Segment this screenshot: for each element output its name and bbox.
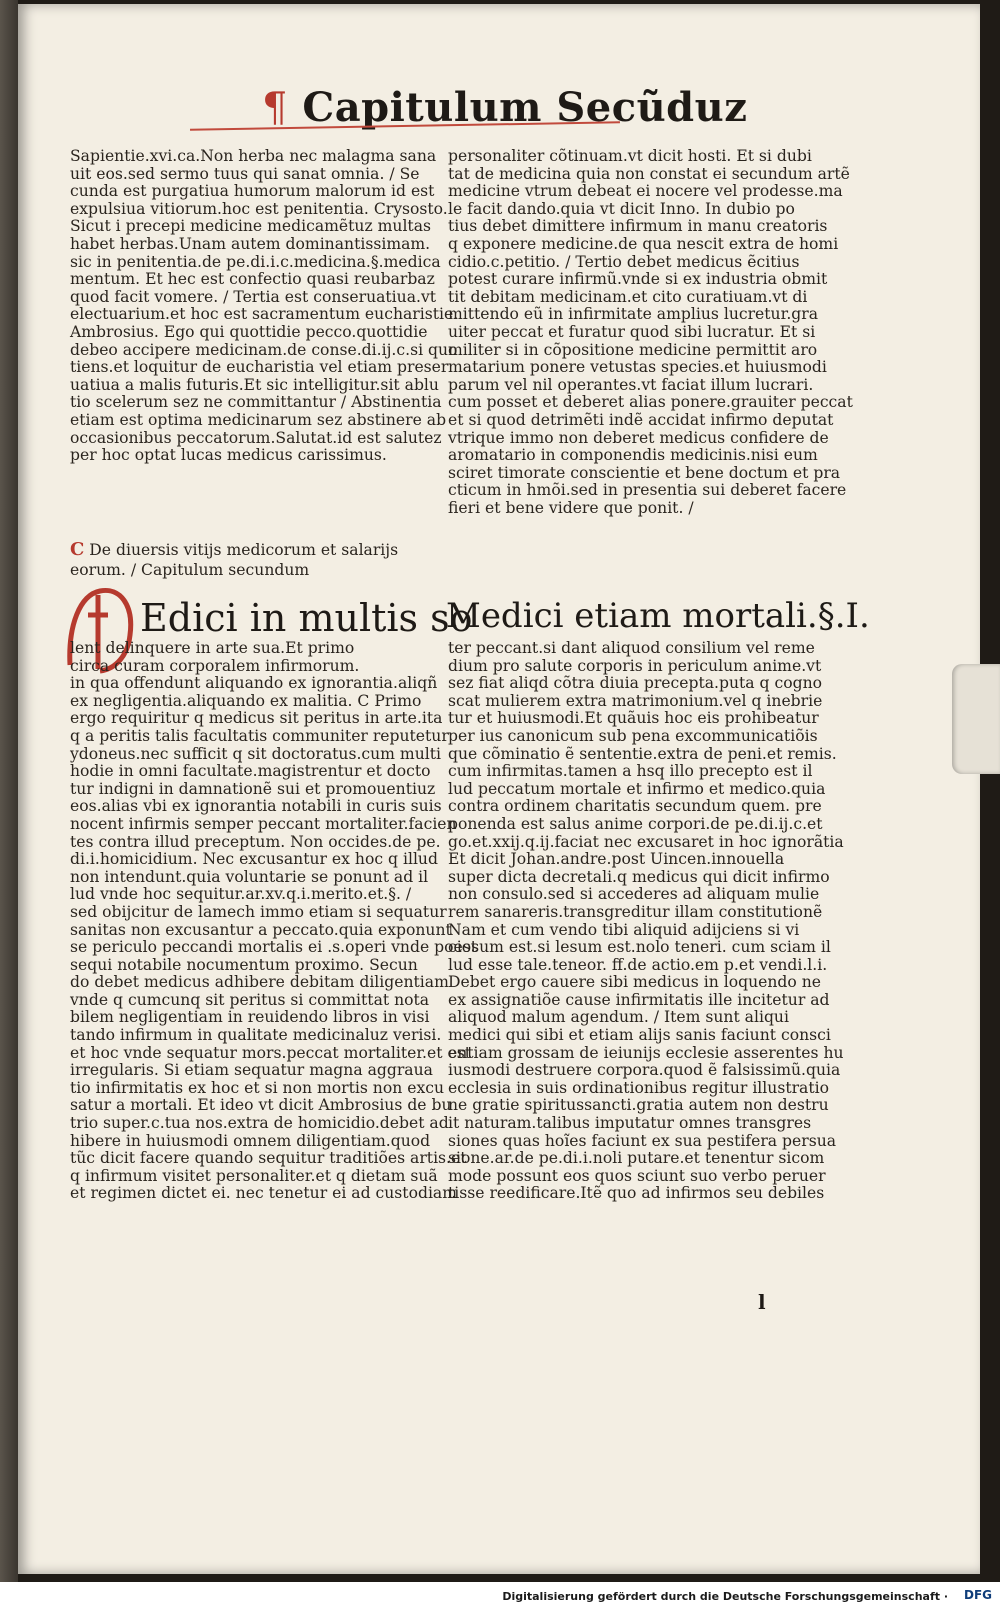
text-line: ne gratie spiritussancti.gratia autem non destru <box>448 1096 829 1115</box>
text-line: lud vnde hoc sequitur.ar.xv.q.i.merito.et.§. / <box>70 885 412 904</box>
text-line: mentum. Et hec est confectio quasi reubarbaz <box>70 270 435 289</box>
text-line: vtrique immo non deberet medicus confidere de <box>448 428 829 447</box>
left-section-title: Edici in multis so <box>140 596 473 640</box>
text-line: fieri et bene videre que ponit. / <box>448 498 694 517</box>
book-gutter <box>0 0 18 1582</box>
text-line: contra ordinem charitatis secundum quem. pre <box>448 797 822 816</box>
text-line: ecclesia in suis ordinationibus regitur illustratio <box>448 1078 829 1097</box>
text-line: militer si in cõpositione medicine permittit aro <box>448 340 818 359</box>
text-line: et si quod detrimẽti indẽ accidat infirmo deputat <box>448 410 834 429</box>
text-line: tur indigni in damnationẽ sui et promouentiuz <box>70 779 436 798</box>
text-line: rem sanareris.transgreditur illam constitutionẽ <box>448 902 823 921</box>
text-line: nocent infirmis semper peccant mortaliter.facien <box>70 814 457 833</box>
text-line: lud esse tale.teneor. ff.de actio.em p.et vendi.l.i. <box>448 955 828 974</box>
text-line: sione.ar.de pe.di.i.noli putare.et tenentur sicom <box>448 1149 825 1168</box>
text-line: medici qui sibi et etiam alijs sanis faciunt consci <box>448 1026 831 1045</box>
left-column-upper <box>70 147 459 465</box>
text-line: Ambrosius. Ego qui quottidie pecco.quottidie <box>70 322 428 341</box>
text-line: bilem negligentiam in reuidendo libros in visi <box>70 1008 430 1027</box>
pilcrow-icon: ¶ <box>262 85 288 131</box>
text-line: dium pro salute corporis in periculum anime.vt <box>448 656 822 675</box>
text-line: siones quas hoĩes faciunt ex sua pestifera persua <box>448 1131 837 1150</box>
text-line: iusmodi destruere corpora.quod ẽ falsissimũ.quia <box>448 1061 841 1080</box>
text-line: quod facit vomere. / Tertia est conseruatiua.vt <box>70 287 437 306</box>
text-line: go.et.xxij.q.ij.faciat nec excusaret in hoc ignorãtia <box>448 832 844 851</box>
text-line: entiam grossam de ieiunijs ecclesie asserentes hu <box>448 1043 844 1062</box>
text-line: Sapientie.xvi.ca.Non herba nec malagma sana <box>70 147 437 165</box>
text-line: tius debet dimittere infirmum in manu creatoris <box>448 217 828 236</box>
text-line: le facit dando.quia vt dicit Inno. In dubio po <box>448 199 795 218</box>
text-line: satur a mortali. Et ideo vt dicit Ambrosius de bu <box>70 1096 452 1115</box>
text-line: tando infirmum in qualitate medicinaluz verisi. <box>70 1026 442 1045</box>
text-line: ex assignatiõe cause infirmitatis ille incitetur ad <box>448 990 830 1009</box>
text-line: cticum in hmõi.sed in presentia sui deberet facere <box>448 481 847 500</box>
text-line: occasionibus peccatorum.Salutat.id est salutez <box>70 428 442 447</box>
text-line: sequi notabile nocumentum proximo. Secun <box>70 955 418 974</box>
text-line: di.i.homicidium. Nec excusantur ex hoc q illud <box>70 850 438 869</box>
text-line: matarium ponere vetustas species.et huiusmodi <box>448 358 827 377</box>
subheading-line-2: eorum. / Capitulum secundum <box>70 561 310 579</box>
text-line: in qua offendunt aliquando ex ignorantia.aliqñ <box>70 674 438 693</box>
text-line: cunda est purgatiua humorum malorum id est <box>70 182 435 201</box>
text-line: tit debitam medicinam.et cito curatiuam.vt di <box>448 287 808 306</box>
text-line: se periculo peccandi mortalis ei .s.operi vnde poest <box>70 938 477 957</box>
text-line: aromatario in componendis medicinis.nisi eum <box>448 446 818 465</box>
text-line: personaliter cõtinuam.vt dicit hosti. Et si dubi <box>448 147 812 165</box>
left-column-lower <box>70 639 477 1203</box>
text-line: parum vel nil operantes.vt faciat illum lucrari. <box>448 375 814 394</box>
text-line: et hoc vnde sequatur mors.peccat mortaliter.et est <box>70 1043 471 1062</box>
text-line: non intendunt.quia voluntarie se ponunt ad il <box>70 867 429 886</box>
text-line: q a peritis talis facultatis communiter reputetur <box>70 726 449 745</box>
text-line: sanitas non excusantur a peccato.quia exponunt <box>70 920 452 939</box>
text-line: Sicut i precepi medicine medicamẽtuz multas <box>70 217 431 236</box>
text-line: uatiua a malis futuris.Et sic intelligitur.sit ablu <box>70 375 439 394</box>
text-line: cidio.c.petitio. / Tertio debet medicus ẽcitius <box>448 252 800 271</box>
text-line: cum infirmitas.tamen a hsq illo precepto est il <box>448 762 813 781</box>
text-line: tur et huiusmodi.Et quãuis hoc eis prohibeatur <box>448 709 819 728</box>
text-line: Nam et cum vendo tibi aliquid adijciens si vi <box>448 920 800 939</box>
text-line: do debet medicus adhibere debitam diligentiam <box>70 973 449 992</box>
text-line: it naturam.talibus imputatur omnes transgres <box>448 1114 812 1133</box>
text-line: potest curare infirmũ.vnde si ex industria obmit <box>448 270 828 289</box>
text-line: per hoc optat lucas medicus carissimus. <box>70 446 387 465</box>
text-line: lud peccatum mortale et infirmo et medico.quia <box>448 779 826 798</box>
signature-mark: l <box>758 1290 766 1314</box>
text-line: habet herbas.Unam autem dominantissimam. <box>70 234 431 253</box>
text-line: vnde q cumcunq sit peritus si committat nota <box>70 990 430 1009</box>
text-line: cum posset et deberet alias ponere.grauiter peccat <box>448 393 853 412</box>
text-line: per ius canonicum sub pena excommunicatiõis <box>448 726 818 745</box>
text-line: uiter peccat et furatur quod sibi lucratur. Et si <box>448 322 816 341</box>
text-line: super dicta decretali.q medicus qui dicit infirmo <box>448 867 830 886</box>
text-line: uit eos.sed sermo tuus qui sanat omnia. / Se <box>70 164 420 183</box>
text-line: q infirmum visitet personaliter.et q dietam suã <box>70 1166 438 1185</box>
right-column-lower <box>448 639 844 1203</box>
text-line: sic in penitentia.de pe.di.i.c.medicina.§.medica <box>70 252 441 271</box>
text-line: ter peccant.si dant aliquod consilium vel reme <box>448 639 815 657</box>
chapter-heading: Capitulum Secũduz <box>302 84 748 131</box>
text-line: tio scelerum sez ne committantur / Abstinentia <box>70 393 442 412</box>
page-clip-tab <box>952 664 1000 774</box>
text-line: non consulo.sed si accederes ad aliquam mulie <box>448 885 820 904</box>
rubric-c-marker: C <box>70 539 85 560</box>
text-line: sed obijcitur de lamech immo etiam si sequatur <box>70 902 447 921</box>
text-line: expulsiua vitiorum.hoc est penitentia. Crysosto. <box>70 199 448 218</box>
text-line: ponenda est salus anime corpori.de pe.di.ij.c.et <box>448 814 823 833</box>
text-line: tiens.et loquitur de eucharistia vel etiam preser <box>70 358 449 377</box>
text-line: mode possunt eos quos sciunt suo verbo peruer <box>448 1166 826 1185</box>
text-line: Et dicit Johan.andre.post Uincen.innouella <box>448 850 785 869</box>
text-line: sciret timorate conscientie et bene doctum et pra <box>448 463 841 482</box>
text-line: tes contra illud preceptum. Non occides.de pe. <box>70 832 441 851</box>
text-line: scat mulierem extra matrimonium.vel q inebrie <box>448 691 823 710</box>
subheading-line-1: De diuersis vitijs medicorum et salarijs <box>89 541 399 559</box>
text-line: ydoneus.nec sufficit q sit doctoratus.cum multi <box>70 744 441 763</box>
text-line: aliquod malum agendum. / Item sunt aliqui <box>448 1008 789 1027</box>
text-line: mittendo eũ in infirmitate amplius lucretur.gra <box>448 305 819 324</box>
text-line: tio infirmitatis ex hoc et si non mortis non excu <box>70 1078 445 1097</box>
text-line: ex negligentia.aliquando ex malitia. C Primo <box>70 691 422 710</box>
text-line: debeo accipere medicinam.de conse.di.ij.c.si quo <box>70 340 458 359</box>
text-line: que cõminatio ẽ sententie.extra de peni.et remis. <box>448 744 837 763</box>
text-line: ergo requiritur q medicus sit peritus in arte.ita <box>70 709 443 728</box>
text-line: etiam est optima medicinarum sez abstinere ab <box>70 410 447 429</box>
text-line: electuarium.et hoc est sacramentum eucharistie. <box>70 305 459 324</box>
chapter-subheading <box>70 540 416 580</box>
text-line: circa curam corporalem infirmorum. <box>70 656 360 675</box>
text-line: tat de medicina quia non constat ei secundum artẽ <box>448 164 850 183</box>
text-line: eos.alias vbi ex ignorantia notabili in curis suis <box>70 797 442 816</box>
text-line: irregularis. Si etiam sequatur magna aggraua <box>70 1061 433 1080</box>
text-line: Debet ergo cauere sibi medicus in loquendo ne <box>448 973 822 992</box>
text-line: tũc dicit facere quando sequitur traditiões artis.et <box>70 1149 467 1168</box>
text-line: et regimen dictet ei. nec tenetur ei ad custodiam <box>70 1184 458 1203</box>
text-line: trio super.c.tua nos.extra de homicidio.debet ad <box>70 1114 449 1133</box>
text-line: q exponere medicine.de qua nescit extra de homi <box>448 234 839 253</box>
text-line: medicine vtrum debeat ei nocere vel prodesse.ma <box>448 182 843 201</box>
dfg-logo: DFG <box>963 1588 992 1602</box>
text-line: lent delinquere in arte sua.Et primo <box>70 639 355 657</box>
text-line: hibere in huiusmodi omnem diligentiam.quod <box>70 1131 431 1150</box>
text-line: sez fiat aliqd cõtra diuia precepta.puta q cogno <box>448 674 823 693</box>
footer-bar <box>0 1582 1000 1614</box>
right-column-upper <box>448 147 853 517</box>
text-line: hodie in omni facultate.magistrentur et docto <box>70 762 431 781</box>
text-line: tisse reedificare.Itẽ quo ad infirmos seu debiles <box>448 1184 825 1203</box>
right-section-title: Medici etiam mortali.§.I. <box>446 596 870 636</box>
text-line: ciosum est.si lesum est.nolo teneri. cum sciam il <box>448 938 831 957</box>
footer-credit: Digitalisierung gefördert durch die Deutsche Forschungsgemeinschaft · <box>502 1590 948 1603</box>
